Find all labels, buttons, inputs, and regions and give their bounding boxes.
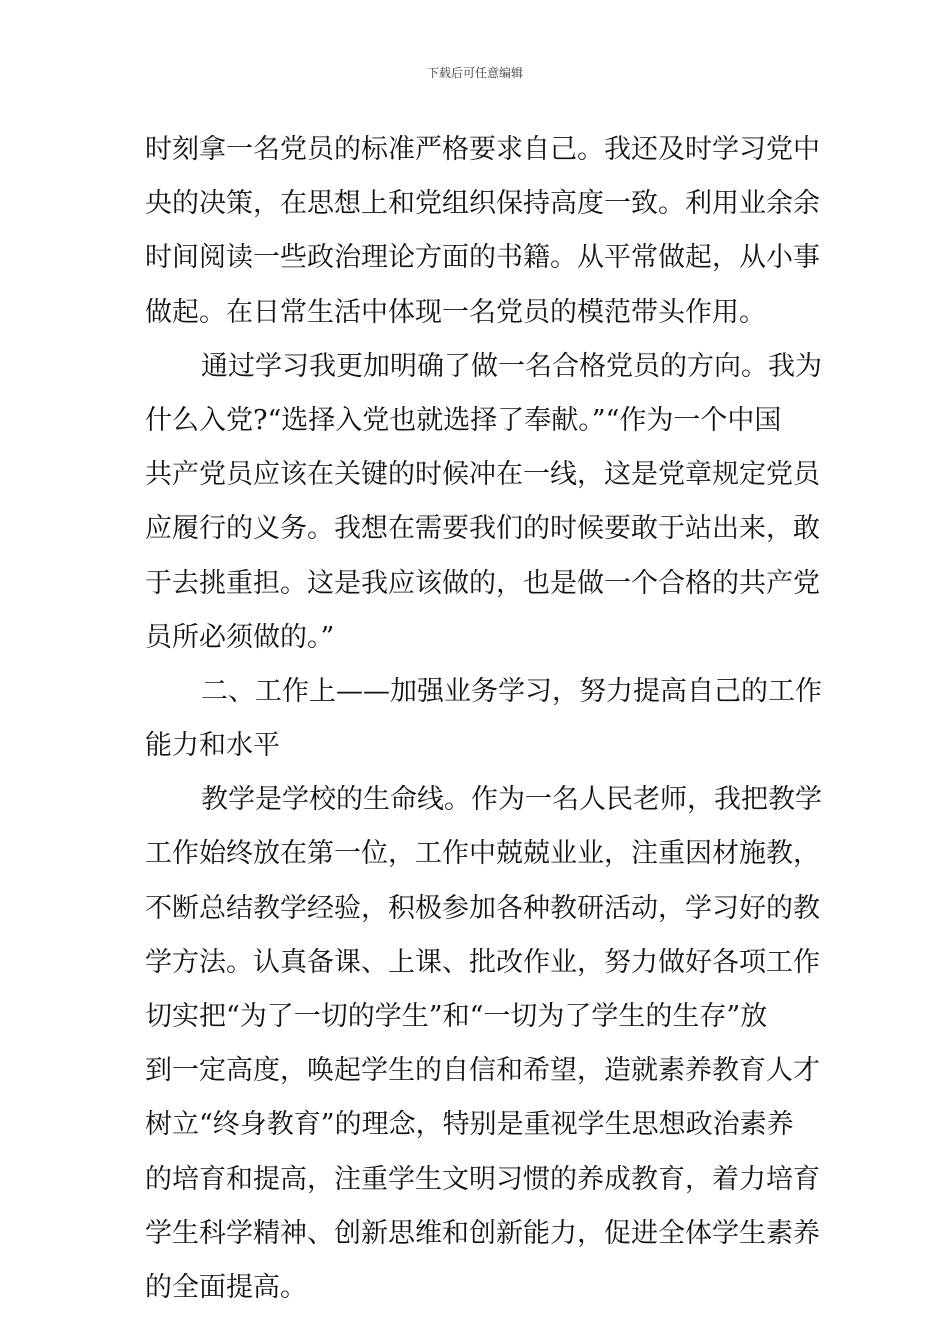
text-line: 切实把“为了一切的学生”和“一切为了学生的生存”放	[145, 1001, 768, 1032]
section-heading: 二、工作上——加强业务学习，努力提高自己的工作	[201, 675, 822, 707]
text-line: 的培育和提高，注重学生文明习惯的养成教育，着力培育	[145, 1163, 820, 1195]
paragraph-first-line: 教学是学校的生命线。作为一名人民老师，我把教学	[201, 784, 822, 816]
paragraph-first-line: 通过学习我更加明确了做一名合格党员的方向。我为	[201, 350, 822, 382]
text-line: 什么入党?“选择入党也就选择了奉献。”“作为一个中国	[145, 404, 782, 436]
text-line: 树立“终身教育”的理念，特别是重视学生思想政治素养	[145, 1109, 794, 1141]
text-line: 学生科学精神、创新思维和创新能力，促进全体学生素养	[145, 1217, 820, 1249]
text-line: 到一定高度，唤起学生的自信和希望，造就素养教育人才	[145, 1055, 820, 1087]
text-line: 共产党员应该在关键的时候冲在一线，这是党章规定党员	[145, 459, 820, 491]
text-line: 央的决策，在思想上和党组织保持高度一致。利用业余余	[145, 188, 820, 220]
text-line: 学方法。认真备课、上课、批改作业，努力做好各项工作	[145, 946, 820, 978]
text-line: 于去挑重担。这是我应该做的，也是做一个合格的共产党	[145, 567, 820, 599]
text-line: 工作始终放在第一位，工作中兢兢业业，注重因材施教，	[145, 838, 820, 870]
text-line: 员所必须做的。”	[145, 621, 335, 653]
text-line: 的全面提高。	[145, 1271, 307, 1303]
text-line: 时刻拿一名党员的标准严格要求自己。我还及时学习党中	[145, 134, 820, 165]
page-header-note: 下载后可任意编辑	[426, 66, 523, 80]
text-line: 不断总结教学经验，积极参加各种教研活动，学习好的教	[145, 892, 820, 924]
section-heading-continued: 能力和水平	[145, 730, 280, 762]
text-line: 时间阅读一些政治理论方面的书籍。从平常做起，从小事	[145, 242, 820, 274]
text-line: 做起。在日常生活中体现一名党员的模范带头作用。	[145, 296, 766, 328]
document-body	[145, 123, 822, 1315]
text-line: 应履行的义务。我想在需要我们的时候要敢于站出来，敢	[145, 513, 820, 545]
